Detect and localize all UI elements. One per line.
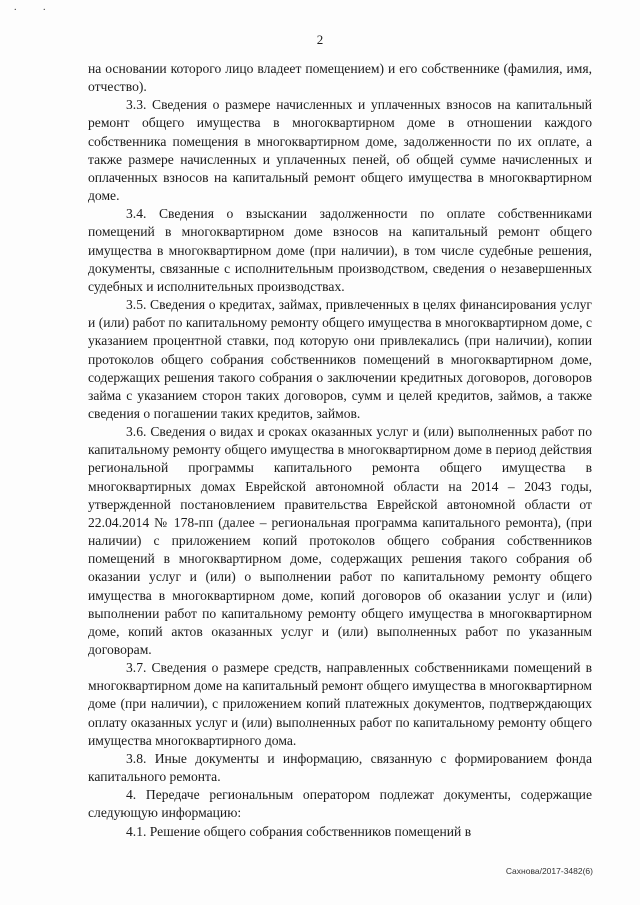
paragraph-3-3: 3.3. Сведения о размере начисленных и уплаченных взносов на капитальный ремонт общего имущества в многоквартирном доме в отношении каждого собственника помещения в многоквартирном доме, задолженности по их оплате, а также размере начисленных и уплаченных пеней, об общей сумме начисленных и оплаченных взносов на капитальный ремонт общего имущества в многоквартирном доме. bbox=[88, 97, 592, 204]
corner-marks: . . bbox=[14, 2, 58, 13]
paragraph-3-4: 3.4. Сведения о взыскании задолженности по оплате собственниками помещений в многоквартирном доме взносов на капитальный ремонт общего имущества в многоквартирном доме (при наличии), в том числе судебные решения, документы, связанные с исполнительным производством, сведения о незавершенных судебных и исполнительных производствах. bbox=[88, 206, 592, 294]
document-body bbox=[88, 60, 592, 841]
paragraph-3-8: 3.8. Иные документы и информацию, связанную с формированием фонда капитального ремонта. bbox=[88, 750, 592, 785]
paragraph-3-7: 3.7. Сведения о размере средств, направленных собственниками помещений в многоквартирном доме на капитальный ремонт общего имущества в многоквартирном доме (при наличии), с приложением копий платежных документов, подтверждающих оплату оказанных услуг и (или) выполненных работ по капитальному ремонту общего имущества многоквартирного дома. bbox=[88, 660, 592, 748]
paragraph-4-1: 4.1. Решение общего собрания собственников помещений в bbox=[126, 823, 472, 839]
paragraph-3-5: 3.5. Сведения о кредитах, займах, привлеченных в целях финансирования услуг и (или) работ по капитальному ремонту общего имущества в многоквартирном доме, с указанием процентной ставки, под которую они привлекались (при наличии), копии протоколов общего собрания собственников помещений в многоквартирном доме, содержащих решения такого собрания о заключении кредитных договоров, договоров займа с указанием сторон таких договоров, сумм и целей кредитов, займов, а также сведения о погашении таких кредитов, займов. bbox=[88, 297, 592, 421]
paragraph-4: 4. Передаче региональным оператором подлежат документы, содержащие следующую информацию: bbox=[88, 787, 592, 821]
footer-reference: Сахнова/2017-3482(6) bbox=[505, 866, 593, 876]
page-number: 2 bbox=[316, 32, 324, 47]
paragraph-continuation: на основании которого лицо владеет помещением) и его собственнике (фамилия, имя, отчество). bbox=[88, 61, 592, 95]
paragraph-3-6: 3.6. Сведения о видах и сроках оказанных услуг и (или) выполненных работ по капитальному ремонту общего имущества в многоквартирном доме в период действия региональной программы капитального ремонта общего имущества в многоквартирных домах Еврейской автономной области на 2014 – 2043 годы, утвержденной постановлением правительства Еврейской автономной области от 22.04.2014 № 178-пп (далее – региональная программа капитального ремонта), (при наличии) с приложением копий протоколов общего собрания собственников помещений в многоквартирном доме, содержащих решения такого собрания об оказании услуг и (или) о выполнении работ по капитальному ремонту общего имущества в многоквартирном доме, копий договоров об оказании услуг и (или) выполнении работ по капитальному ремонту общего имущества в многоквартирном доме, копий актов оказанных услуг и (или) выполненных работ по указанным договорам. bbox=[88, 424, 592, 657]
